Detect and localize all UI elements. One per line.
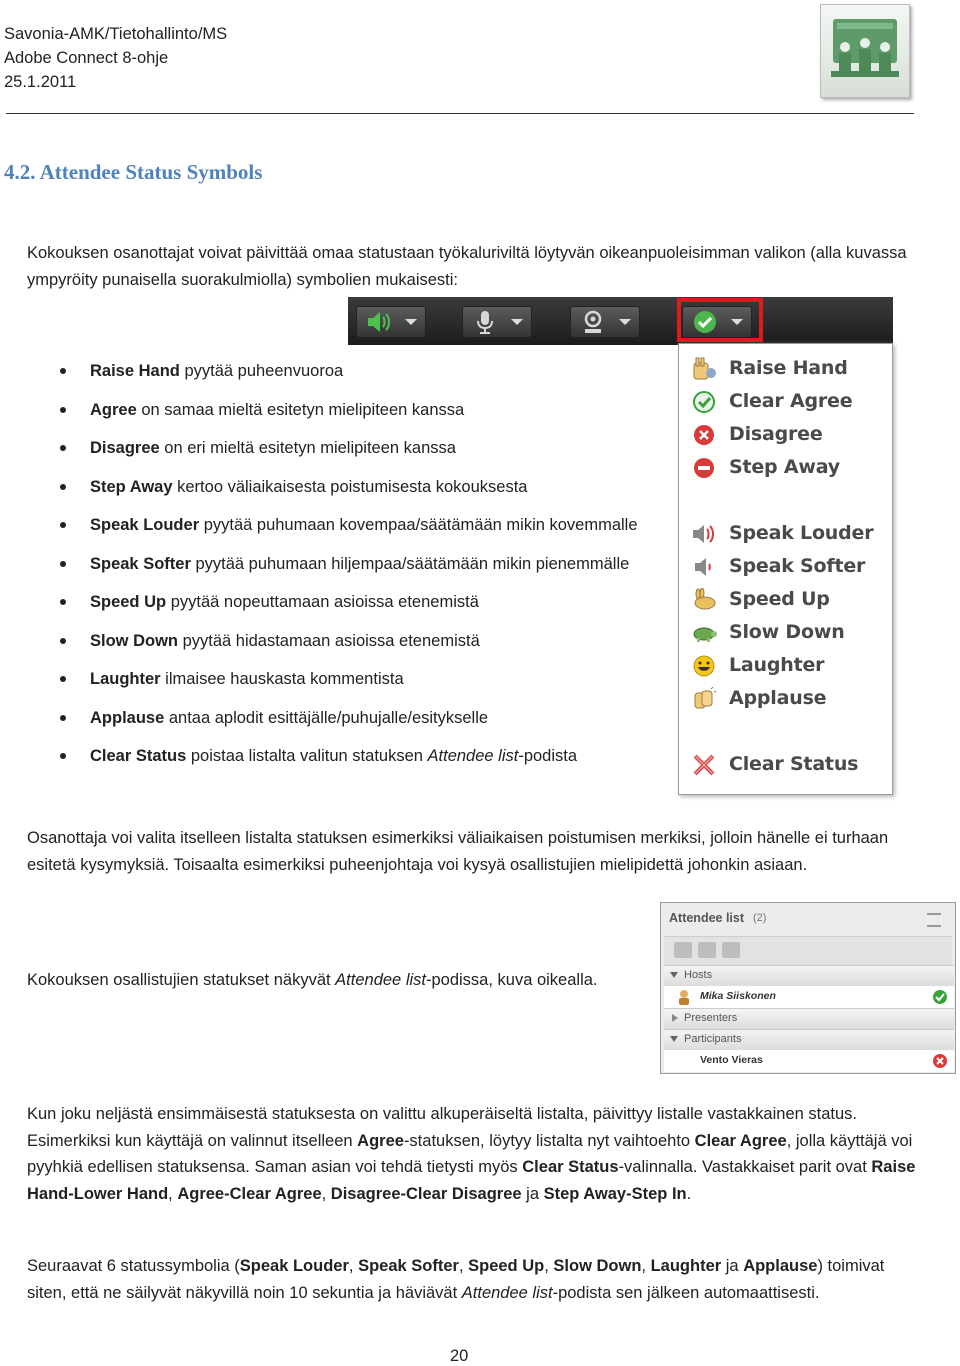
clapping-hands-icon (691, 687, 717, 711)
document-header (4, 22, 227, 94)
list-item: Applause antaa aplodit esittäjälle/puhujalle/esitykselle (56, 704, 638, 743)
x-icon (691, 753, 717, 777)
microphone-icon (471, 309, 499, 335)
section-heading: 4.2. Attendee Status Symbols (4, 160, 263, 184)
menu-item-speed-up[interactable]: Speed Up (689, 585, 884, 615)
list-item: Agree on samaa mieltä esitetyn mielipiteen kanssa (56, 396, 638, 435)
attendee-row-participant[interactable]: Vento Vieras (664, 1050, 954, 1072)
menu-item-step-away[interactable]: Step Away (689, 453, 884, 483)
speaker-button[interactable] (356, 306, 426, 338)
chevron-down-icon (670, 972, 678, 978)
list-item: Speed Up pyytää nopeuttamaan asioissa etenemistä (56, 588, 638, 627)
chevron-down-icon (619, 319, 631, 325)
grid-view-icon[interactable] (698, 942, 716, 958)
menu-item-raise-hand[interactable]: Raise Hand (689, 354, 884, 384)
intro-paragraph: Kokouksen osanottajat voivat päivittää omaa statustaan työkaluriviltä löytyvän oikeanpuoleisimman valikon (alla kuvassa ympyröity punaisella suorakulmiolla) symbolien mukaisesti: (27, 244, 907, 289)
speaker-soft-icon (691, 555, 717, 579)
chevron-down-icon (405, 319, 417, 325)
list-item: Speak Louder pyytää puhumaan kovempaa/säätämään mikin kovemmalle (56, 511, 638, 550)
disagree-status-icon (932, 1053, 948, 1069)
menu-item-laughter[interactable]: Laughter (689, 651, 884, 681)
list-item: Disagree on eri mieltä esitetyn mielipiteen kanssa (56, 434, 638, 473)
attendee-count: (2) (753, 912, 767, 924)
rabbit-icon (691, 588, 717, 612)
paragraph-temporary-status: Seuraavat 6 statussymbolia (Speak Louder, Speak Softer, Speed Up, Slow Down, Laughter ja Applause) toimivat siten, että ne säilyvät näkyvillä noin 10 sekuntia ja häviävät Attendee list-podista sen jälkeen automaattisesti. (27, 1257, 885, 1302)
raise-hand-icon (691, 357, 717, 381)
list-view-icon[interactable] (674, 942, 692, 958)
agree-status-icon (932, 989, 948, 1005)
menu-item-clear-agree[interactable]: Clear Agree (689, 387, 884, 417)
smiley-icon (691, 654, 717, 678)
list-item: Laughter ilmaisee hauskasta kommentista (56, 665, 638, 704)
list-item: Clear Status poistaa listalta valitun statuksen Attendee list-podista (56, 742, 638, 781)
attendee-row-host[interactable]: Mika Siiskonen (664, 986, 954, 1008)
minus-circle-icon (691, 456, 717, 480)
menu-item-speak-louder[interactable]: Speak Louder (689, 519, 884, 549)
pod-menu-icon[interactable] (927, 913, 941, 927)
chevron-down-icon (511, 319, 523, 325)
turtle-icon (691, 621, 717, 645)
attendee-toolbar (664, 936, 952, 966)
menu-item-speak-softer[interactable]: Speak Softer (689, 552, 884, 582)
webcam-icon (579, 309, 607, 335)
sort-icon[interactable] (722, 942, 740, 958)
status-bullet-list (56, 357, 638, 781)
page-number: 20 (450, 1347, 469, 1365)
paragraph-opposite-status: Kun joku neljästä ensimmäisestä statuksesta on valittu alkuperäiseltä listalta, päivittyy listalle vastakkainen status. Esimerkiksi kun käyttäjä on valinnut itselleen Agree-statuksen, löytyy listalta nyt vaihtoehto Clear Agree, jolla käyttäjä voi pyyhkiä edellisen statuksensa. Saman asian voi tehdä tietysti myös Clear Status-valinnalla. Vastakkaiset parit ovat Raise Hand-Lower Hand, Agree-Clear Agree, Disagree-Clear Disagree ja Step Away-Step In. (27, 1105, 916, 1203)
list-item: Speak Softer pyytää puhumaan hiljempaa/säätämään mikin pienemmälle (56, 550, 638, 589)
list-item: Slow Down pyytää hidastamaan asioissa etenemistä (56, 627, 638, 666)
chevron-right-icon (672, 1014, 678, 1022)
group-presenters[interactable]: Presenters (664, 1008, 954, 1029)
speaker-loud-icon (691, 522, 717, 546)
webcam-button[interactable] (570, 306, 640, 338)
attendee-list-panel (660, 902, 956, 1074)
attendee-list-title: Attendee list (669, 911, 745, 925)
meeting-logo-icon (820, 4, 910, 98)
header-line-3: 25.1.2011 (4, 73, 77, 91)
menu-item-slow-down[interactable]: Slow Down (689, 618, 884, 648)
group-participants[interactable]: Participants (664, 1029, 954, 1050)
paragraph-attendee-list: Kokouksen osallistujien statukset näkyvät Attendee list-podissa, kuva oikealla. (27, 971, 598, 989)
meeting-toolbar (348, 297, 893, 345)
list-item: Step Away kertoo väliaikaisesta poistumisesta kokouksesta (56, 473, 638, 512)
header-line-1: Savonia-AMK/Tietohallinto/MS (4, 25, 228, 43)
header-rule (6, 113, 914, 114)
chevron-down-icon (670, 1036, 678, 1042)
highlight-box (677, 298, 763, 342)
microphone-button[interactable] (462, 306, 532, 338)
menu-item-clear-status[interactable]: Clear Status (689, 750, 884, 780)
paragraph-status-usage: Osanottaja voi valita itselleen listalta statuksen esimerkiksi väliaikaisen poistumisen merkiksi, jolloin hänelle ei turhaan esitetä kysymyksiä. Toisaalta esimerkiksi puheenjohtaja voi kysyä osallistujien mielipidettä johonkin asiaan. (27, 829, 889, 874)
speaker-icon (365, 309, 393, 335)
menu-item-applause[interactable]: Applause (689, 684, 884, 714)
list-item: Raise Hand pyytää puheenvuoroa (56, 357, 638, 396)
host-avatar-icon (676, 989, 692, 1005)
header-line-2: Adobe Connect 8-ohje (4, 49, 169, 67)
x-circle-icon (691, 423, 717, 447)
status-menu (678, 343, 893, 795)
menu-item-disagree[interactable]: Disagree (689, 420, 884, 450)
group-hosts[interactable]: Hosts (664, 965, 954, 986)
check-circle-icon (691, 390, 717, 414)
